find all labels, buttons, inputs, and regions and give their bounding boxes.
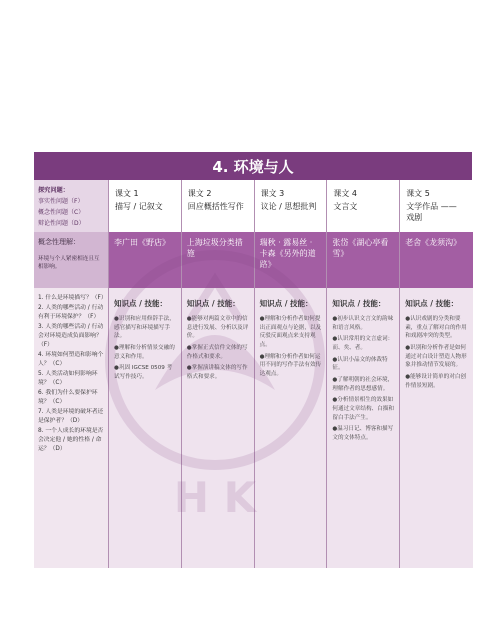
lesson-work-band <box>400 232 473 288</box>
list-item: ●识别和应用修辞手法，感官描写和环境描写手法。 <box>114 316 175 340</box>
lesson-number: 课文 2 <box>187 189 212 198</box>
list-item: 1. 什么是环境描写？（F） <box>38 295 107 301</box>
lesson-type: 文言文 <box>333 202 358 211</box>
lesson-type: 议论 / 思想批判 <box>260 202 317 211</box>
list-item: 4. 环境如何塑造和影响个人？（C） <box>38 351 104 367</box>
theme-table <box>34 152 472 568</box>
knowledge-points <box>400 298 473 393</box>
list-item: ●掌握演讲稿文体的写作格式和要求。 <box>186 365 248 380</box>
list-item: ●识别和分析作者是如何通过对白设计塑造人物形象并推动情节发展的。 <box>405 344 467 369</box>
list-item: ●掌握正式信件文体的写作格式和要求。 <box>186 344 248 360</box>
lesson-work: 老舍《龙须沟》 <box>405 238 462 247</box>
list-item: ●理解和分析作者如何运用不同的写作手法有效传达观点。 <box>259 353 322 377</box>
knowledge-points <box>182 298 255 385</box>
lesson-column-2 <box>181 180 255 568</box>
lesson-column-1 <box>108 180 182 568</box>
lesson-header <box>400 180 473 232</box>
table-grid <box>34 180 472 568</box>
lesson-header <box>109 180 182 232</box>
list-item: ●理解和分析作者如何提出正面观点与论据，以及反驳反面观点来支持观点。 <box>259 316 322 348</box>
lesson-work: 瑞秋 · 露易丝 · 卡森《另外的道路》 <box>259 238 316 269</box>
lesson-column-3 <box>254 180 328 568</box>
list-item: 7. 人类是环境的破坏者还是保护者？（D） <box>38 408 104 424</box>
list-item: ●能够设计简单的对白创作情景短剧。 <box>405 373 467 389</box>
list-item: 5. 人类活动如何影响环境？（C） <box>38 370 98 386</box>
factual-label: 事实性问题（F） <box>38 198 84 205</box>
list-item: ●分析情景相生的效果如何通过文章结构、白描和留白手法产生。 <box>332 397 394 421</box>
concept-band <box>34 232 108 288</box>
questions-column <box>34 180 108 568</box>
knowledge-label: 知识点 / 技能： <box>332 299 386 308</box>
lesson-work: 张岱《湖心亭看雪》 <box>332 238 389 258</box>
lesson-work-band <box>182 232 255 288</box>
list-item: ●认识常用的文言虚词：而、矣、者。 <box>332 336 394 351</box>
knowledge-label: 知识点 / 技能： <box>405 299 459 308</box>
lesson-type: 回应概括性写作 <box>187 202 244 211</box>
knowledge-points <box>109 298 182 385</box>
lesson-header <box>182 180 255 232</box>
debatable-label: 辩论性问题（D） <box>38 220 85 227</box>
list-item: ●温习日记、博客和描写文的文体特点。 <box>332 426 394 441</box>
knowledge-points <box>255 298 328 382</box>
lesson-work-band <box>327 232 400 288</box>
concept-text: 环境与个人紧密相连且互相影响。 <box>38 256 100 271</box>
inquiry-questions-header <box>34 180 108 232</box>
lesson-type: 描写 / 记叙文 <box>115 202 163 211</box>
lesson-work: 李广田《野店》 <box>114 238 170 247</box>
concept-label: 概念性理解： <box>38 238 80 246</box>
knowledge-label: 知识点 / 技能： <box>114 299 167 308</box>
lesson-type: 文学作品 —— 戏剧 <box>406 202 457 222</box>
list-item: 3. 人类的哪些活动 / 行动会对环境造成负面影响？（F） <box>38 323 104 348</box>
list-item: 6. 我们为什么要保护环境？（C） <box>38 389 98 405</box>
question-list <box>34 294 108 455</box>
lesson-work-band <box>255 232 328 288</box>
lesson-column-4 <box>326 180 400 568</box>
lesson-number: 课文 4 <box>333 189 358 198</box>
lesson-column-5 <box>399 180 473 568</box>
list-item: ●理解和分析情景交融的意义和作用。 <box>114 344 175 360</box>
inquiry-questions-title: 探究问题： <box>38 187 69 194</box>
list-item: ●了解明朝的社会环境，理解作者的思想感情。 <box>332 376 394 392</box>
theme-title: 4. 环境与人 <box>34 152 472 180</box>
lesson-header <box>255 180 328 232</box>
list-item: ●认识戏剧的分类和要素，重点了解对白的作用和戏剧冲突的类型。 <box>405 316 467 340</box>
list-item: 8. 一个人成长的环境是否会决定他 / 她的性格 / 命运？（D） <box>38 427 104 452</box>
list-item: ●初步认识文言文的韵味和语言风格。 <box>332 316 394 331</box>
lesson-number: 课文 3 <box>260 189 285 198</box>
knowledge-label: 知识点 / 技能： <box>186 299 240 308</box>
knowledge-points <box>327 298 400 446</box>
lesson-work-band <box>109 232 182 288</box>
lesson-work: 上海垃圾分类措施 <box>186 238 243 258</box>
conceptual-label: 概念性问题（C） <box>38 209 85 216</box>
list-item: ●巩固 IGCSE 0509 考试写作技巧。 <box>114 365 173 380</box>
lesson-number: 课文 1 <box>115 189 139 198</box>
list-item: 2. 人类的哪些活动 / 行动有利于环境保护？（F） <box>38 304 104 320</box>
lesson-number: 课文 5 <box>406 189 430 198</box>
lesson-header <box>327 180 400 232</box>
list-item: ●认识小品文的体裁特征。 <box>332 356 388 372</box>
knowledge-label: 知识点 / 技能： <box>259 299 313 308</box>
list-item: ●能够对两篇文章中的信息进行发展、分析以及评价。 <box>186 316 249 340</box>
